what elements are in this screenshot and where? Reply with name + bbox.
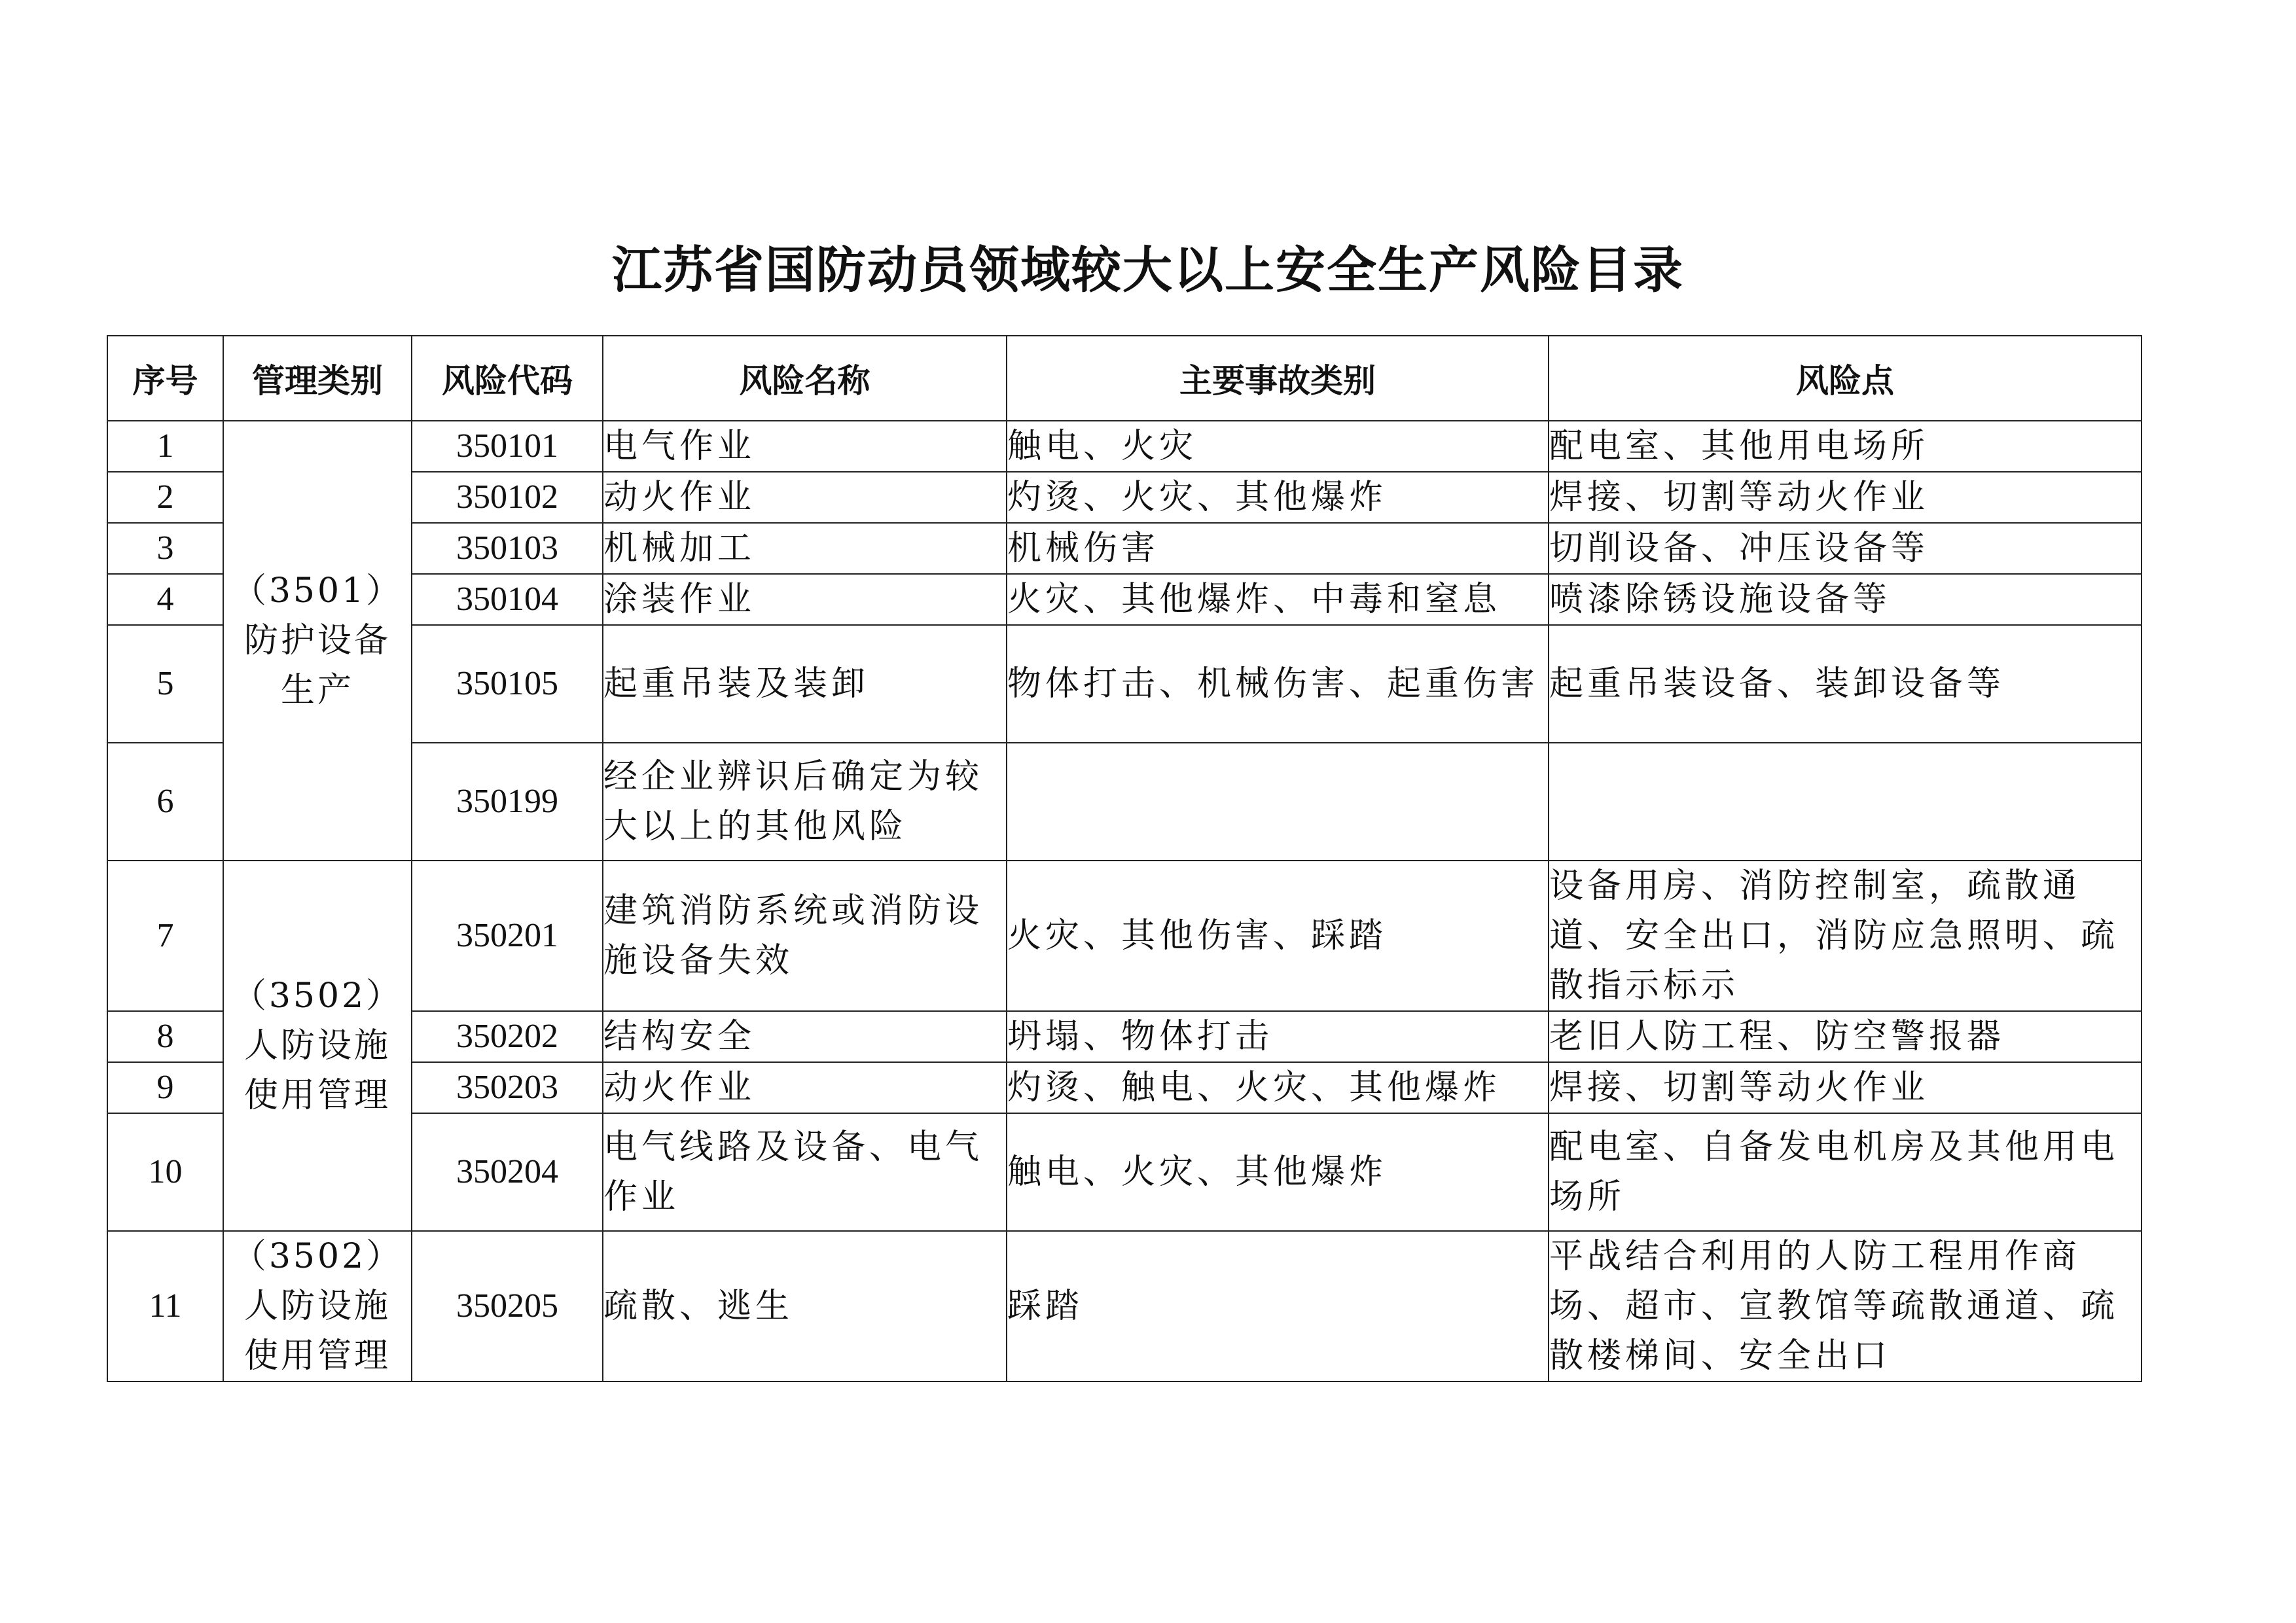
cell-accident-type [1007,743,1549,861]
cell-accident-type: 灼烫、触电、火灾、其他爆炸 [1007,1062,1549,1113]
cell-risk-point: 起重吊装设备、装卸设备等 [1549,625,2142,743]
cell-risk-name: 建筑消防系统或消防设施设备失效 [603,861,1007,1011]
category-name-line2: 使用管理 [243,1076,391,1115]
cell-category-3502 [223,861,412,1231]
cell-risk-code: 350103 [412,523,603,574]
header-risk-code: 风险代码 [412,336,603,421]
cell-risk-name: 疏散、逃生 [603,1231,1007,1382]
cell-risk-name: 动火作业 [603,472,1007,523]
cell-risk-code: 350205 [412,1231,603,1382]
cell-risk-point: 平战结合利用的人防工程用作商场、超市、宣教馆等疏散通道、疏散楼梯间、安全出口 [1549,1231,2142,1382]
table-header-row [107,336,2142,421]
cell-seq: 8 [107,1011,223,1062]
cell-risk-code: 350105 [412,625,603,743]
cell-risk-name: 结构安全 [603,1011,1007,1062]
table-row [107,1062,2142,1113]
table-row [107,472,2142,523]
cell-risk-code: 350201 [412,861,603,1011]
cell-risk-name: 起重吊装及装卸 [603,625,1007,743]
cell-risk-code: 350204 [412,1113,603,1231]
cell-risk-name: 机械加工 [603,523,1007,574]
table-row [107,743,2142,861]
cell-risk-code: 350199 [412,743,603,861]
cell-seq: 5 [107,625,223,743]
table-row [107,625,2142,743]
category-code: （3501） [232,571,403,611]
cell-risk-code: 350101 [412,421,603,472]
cell-risk-point: 切削设备、冲压设备等 [1549,523,2142,574]
header-accident-type: 主要事故类别 [1007,336,1549,421]
table-row [107,1011,2142,1062]
cell-accident-type: 机械伤害 [1007,523,1549,574]
category-name-line2: 使用管理 [243,1336,391,1376]
cell-seq: 11 [107,1231,223,1382]
cell-risk-code: 350203 [412,1062,603,1113]
cell-risk-name: 电气作业 [603,421,1007,472]
cell-seq: 3 [107,523,223,574]
cell-risk-point: 配电室、其他用电场所 [1549,421,2142,472]
risk-catalog-table [107,335,2142,1382]
table-row [107,861,2142,1011]
cell-risk-name: 电气线路及设备、电气作业 [603,1113,1007,1231]
category-code: （3502） [232,1237,403,1276]
cell-seq: 7 [107,861,223,1011]
cell-seq: 6 [107,743,223,861]
category-code: （3502） [232,976,403,1016]
table-row [107,421,2142,472]
cell-seq: 10 [107,1113,223,1231]
cell-risk-name: 经企业辨识后确定为较大以上的其他风险 [603,743,1007,861]
cell-risk-point: 喷漆除锈设施设备等 [1549,574,2142,625]
cell-risk-name: 涂装作业 [603,574,1007,625]
table-row [107,523,2142,574]
cell-risk-point: 配电室、自备发电机房及其他用电场所 [1549,1113,2142,1231]
cell-risk-code: 350202 [412,1011,603,1062]
header-risk-point: 风险点 [1549,336,2142,421]
cell-risk-point: 焊接、切割等动火作业 [1549,1062,2142,1113]
table-row [107,1231,2142,1382]
cell-seq: 1 [107,421,223,472]
cell-seq: 9 [107,1062,223,1113]
category-name-line1: 人防设施 [243,1026,391,1065]
header-category: 管理类别 [223,336,412,421]
cell-accident-type: 踩踏 [1007,1231,1549,1382]
cell-category-3501 [223,421,412,861]
cell-accident-type: 火灾、其他爆炸、中毒和窒息 [1007,574,1549,625]
cell-risk-code: 350104 [412,574,603,625]
table-row [107,574,2142,625]
header-risk-name: 风险名称 [603,336,1007,421]
header-seq: 序号 [107,336,223,421]
cell-risk-name: 动火作业 [603,1062,1007,1113]
cell-accident-type: 物体打击、机械伤害、起重伤害 [1007,625,1549,743]
cell-accident-type: 触电、火灾 [1007,421,1549,472]
category-name-line2: 生产 [280,671,354,710]
category-name-line1: 人防设施 [243,1287,391,1326]
cell-risk-code: 350102 [412,472,603,523]
cell-risk-point: 焊接、切割等动火作业 [1549,472,2142,523]
cell-seq: 4 [107,574,223,625]
document-title: 江苏省国防动员领域较大以上安全生产风险目录 [612,241,1684,299]
category-name-line1: 防护设备 [243,621,391,660]
cell-accident-type: 火灾、其他伤害、踩踏 [1007,861,1549,1011]
cell-risk-point: 老旧人防工程、防空警报器 [1549,1011,2142,1062]
cell-seq: 2 [107,472,223,523]
cell-risk-point [1549,743,2142,861]
cell-category-3502-continued [223,1231,412,1382]
cell-accident-type: 坍塌、物体打击 [1007,1011,1549,1062]
cell-accident-type: 触电、火灾、其他爆炸 [1007,1113,1549,1231]
cell-risk-point: 设备用房、消防控制室，疏散通道、安全出口，消防应急照明、疏散指示标示 [1549,861,2142,1011]
table-row [107,1113,2142,1231]
cell-accident-type: 灼烫、火灾、其他爆炸 [1007,472,1549,523]
